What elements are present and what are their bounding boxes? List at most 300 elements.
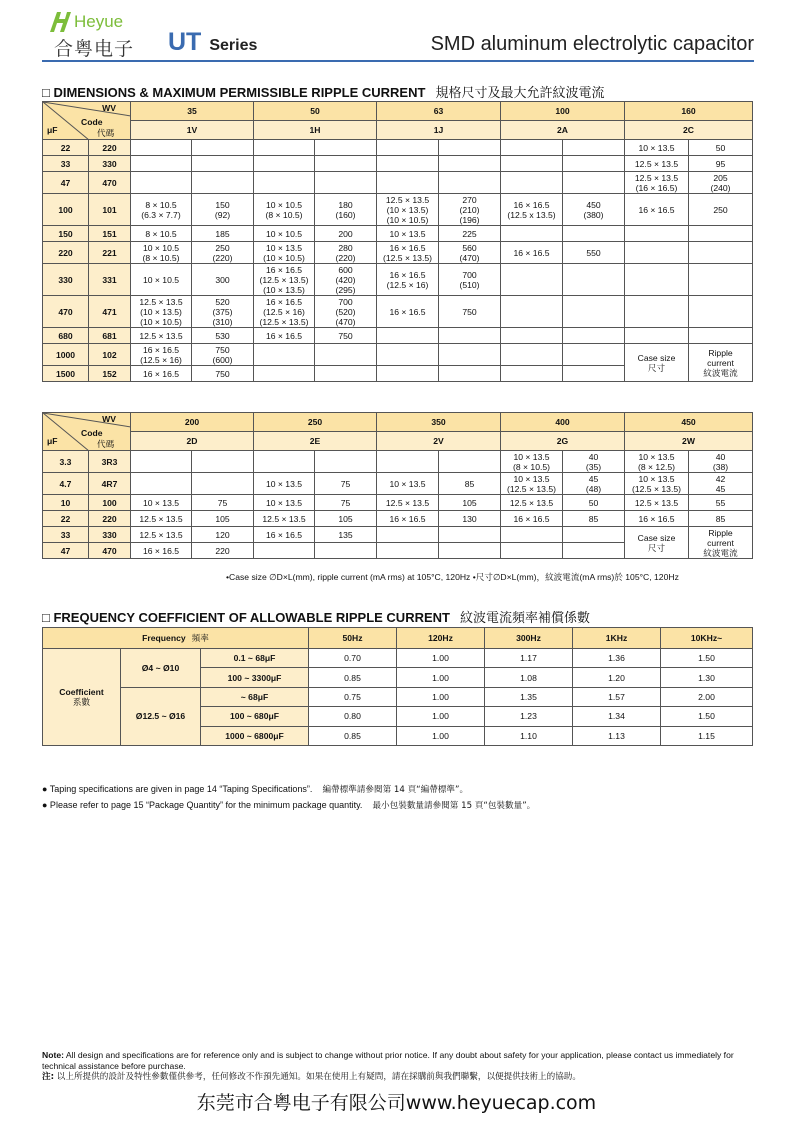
ripple-cell bbox=[192, 473, 254, 495]
code-cell: 152 bbox=[89, 366, 131, 382]
ripple-cell: 105 bbox=[192, 511, 254, 527]
size-cell: 16 × 16.5 bbox=[254, 328, 315, 344]
ripple-cell: 150 (92) bbox=[192, 194, 254, 226]
section-title-dimensions bbox=[42, 82, 604, 101]
code-header-cell: 1H bbox=[254, 121, 377, 140]
code-header-cell: 2W bbox=[625, 432, 753, 451]
capacitance-cell: 680 bbox=[43, 328, 89, 344]
ripple-cell: 750 bbox=[192, 366, 254, 382]
note-label-cn: 注: bbox=[42, 1072, 55, 1082]
size-cell bbox=[377, 156, 439, 172]
ripple-cell bbox=[315, 344, 377, 366]
capacitance-cell: 1000 bbox=[43, 344, 89, 366]
frequency-header-cell: 1KHz bbox=[573, 628, 661, 649]
size-cell: 12.5 × 13.5 bbox=[254, 511, 315, 527]
code-cell: 221 bbox=[89, 242, 131, 264]
ripple-cell: 600 (420) (295) bbox=[315, 264, 377, 296]
capacitance-range-cell: 100 ~ 3300μF bbox=[201, 668, 309, 687]
size-cell bbox=[254, 140, 315, 156]
ripple-cell: 750 bbox=[439, 296, 501, 328]
logo-h-icon bbox=[48, 10, 74, 34]
code-cell: 330 bbox=[89, 156, 131, 172]
size-cell bbox=[501, 344, 563, 366]
size-cell: 16 × 16.5 (12.5 × 13.5) bbox=[377, 242, 439, 264]
code-header-cell: 2G bbox=[501, 432, 625, 451]
ripple-cell: 550 bbox=[563, 242, 625, 264]
ripple-cell: 520 (375) (310) bbox=[192, 296, 254, 328]
table-row bbox=[43, 140, 753, 156]
section-title-cn: 規格尺寸及最大允許紋波電流 bbox=[435, 86, 605, 101]
size-cell bbox=[501, 264, 563, 296]
ripple-cell bbox=[689, 242, 753, 264]
ripple-cell: 75 bbox=[315, 473, 377, 495]
wv-header-cell: 100 bbox=[501, 102, 625, 121]
ripple-cell bbox=[439, 172, 501, 194]
corner-code-label: Code bbox=[81, 428, 103, 438]
ripple-cell: 120 bbox=[192, 527, 254, 543]
code-cell: 331 bbox=[89, 264, 131, 296]
ripple-cell: 105 bbox=[315, 511, 377, 527]
table-row bbox=[43, 226, 753, 242]
series-label bbox=[168, 28, 257, 57]
wv-header-cell: 250 bbox=[254, 413, 377, 432]
ripple-cell: 530 bbox=[192, 328, 254, 344]
ripple-cell bbox=[689, 226, 753, 242]
legend-ripple-current bbox=[689, 344, 753, 382]
corner-code-cn-label: 代碼 bbox=[97, 128, 115, 138]
size-cell: 12.5 × 13.5 (16 × 16.5) bbox=[625, 172, 689, 194]
bullet-taping bbox=[42, 783, 468, 795]
capacitance-cell: 10 bbox=[43, 495, 89, 511]
size-cell: 16 × 16.5 (12.5 × 16) bbox=[131, 344, 192, 366]
code-header-cell: 1J bbox=[377, 121, 501, 140]
frequency-header-cell: 300Hz bbox=[485, 628, 573, 649]
size-cell: 10 × 13.5 bbox=[254, 495, 315, 511]
ripple-cell bbox=[563, 264, 625, 296]
ripple-cell: 450 (380) bbox=[563, 194, 625, 226]
wv-header-cell: 35 bbox=[131, 102, 254, 121]
size-cell: 16 × 16.5 bbox=[131, 543, 192, 559]
size-cell: 16 × 16.5 bbox=[501, 242, 563, 264]
size-cell: 16 × 16.5 bbox=[625, 511, 689, 527]
coefficient-value-cell: 1.00 bbox=[397, 726, 485, 745]
size-cell bbox=[254, 451, 315, 473]
capacitance-cell: 22 bbox=[43, 511, 89, 527]
table-row bbox=[43, 527, 753, 543]
frequency-coefficient-table bbox=[42, 627, 753, 746]
ripple-cell: 50 bbox=[689, 140, 753, 156]
wv-header-cell: 63 bbox=[377, 102, 501, 121]
code-cell: 3R3 bbox=[89, 451, 131, 473]
ripple-cell: 105 bbox=[439, 495, 501, 511]
ripple-cell: 750 (600) bbox=[192, 344, 254, 366]
corner-wv-label: WV bbox=[102, 414, 116, 424]
ripple-cell bbox=[439, 156, 501, 172]
ripple-cell: 50 bbox=[563, 495, 625, 511]
code-header-cell: 2A bbox=[501, 121, 625, 140]
size-cell: 10 × 13.5 (10 × 10.5) bbox=[254, 242, 315, 264]
size-cell bbox=[501, 296, 563, 328]
ripple-cell bbox=[192, 172, 254, 194]
size-cell: 16 × 16.5 bbox=[377, 296, 439, 328]
case-size-group: Ø4 ~ Ø10 bbox=[121, 649, 201, 688]
coefficient-value-cell: 0.85 bbox=[309, 726, 397, 745]
size-cell: 10 × 10.5 (8 × 10.5) bbox=[131, 242, 192, 264]
code-cell: 220 bbox=[89, 511, 131, 527]
ripple-cell bbox=[563, 140, 625, 156]
table-row bbox=[43, 473, 753, 495]
ripple-cell bbox=[439, 328, 501, 344]
code-header-cell: 2C bbox=[625, 121, 753, 140]
code-cell: 100 bbox=[89, 495, 131, 511]
ripple-cell bbox=[315, 140, 377, 156]
size-cell: 8 × 10.5 bbox=[131, 226, 192, 242]
coefficient-value-cell: 1.34 bbox=[573, 707, 661, 726]
size-cell bbox=[625, 264, 689, 296]
ripple-cell bbox=[563, 344, 625, 366]
section-title-frequency bbox=[42, 607, 590, 626]
ripple-cell: 180 (160) bbox=[315, 194, 377, 226]
ripple-cell bbox=[315, 156, 377, 172]
size-cell bbox=[131, 451, 192, 473]
header-row-code bbox=[43, 121, 753, 140]
disclaimer-note bbox=[42, 1050, 754, 1083]
legend-case-cn: 尺寸 bbox=[647, 362, 666, 373]
coefficient-value-cell: 0.85 bbox=[309, 668, 397, 687]
wv-header-cell: 200 bbox=[131, 413, 254, 432]
capacitance-cell: 4.7 bbox=[43, 473, 89, 495]
coefficient-label bbox=[43, 649, 121, 746]
ripple-cell bbox=[689, 328, 753, 344]
capacitance-cell: 100 bbox=[43, 194, 89, 226]
coefficient-value-cell: 1.10 bbox=[485, 726, 573, 745]
coefficient-label-en: Coefficient bbox=[59, 686, 104, 697]
table-row bbox=[43, 344, 753, 366]
table-row bbox=[43, 172, 753, 194]
brand-logo bbox=[48, 10, 158, 60]
series-code: UT bbox=[168, 28, 202, 56]
capacitance-cell: 33 bbox=[43, 527, 89, 543]
disclaimer-en bbox=[42, 1050, 754, 1072]
code-cell: 151 bbox=[89, 226, 131, 242]
ripple-cell bbox=[689, 264, 753, 296]
ripple-cell bbox=[439, 366, 501, 382]
ripple-cell bbox=[563, 226, 625, 242]
corner-wv-label: WV bbox=[102, 103, 116, 113]
ripple-cell bbox=[563, 156, 625, 172]
size-cell: 12.5 × 13.5 bbox=[501, 495, 563, 511]
product-title: SMD aluminum electrolytic capacitor bbox=[430, 33, 754, 55]
capacitance-cell: 150 bbox=[43, 226, 89, 242]
size-cell: 12.5 × 13.5 (10 × 13.5) (10 × 10.5) bbox=[131, 296, 192, 328]
legend-case-en: Case size bbox=[637, 352, 676, 363]
ripple-cell: 85 bbox=[563, 511, 625, 527]
capacitance-cell: 33 bbox=[43, 156, 89, 172]
legend-ripple-cn: 紋波電流 bbox=[703, 367, 738, 378]
page-header bbox=[42, 8, 754, 58]
size-cell: 16 × 16.5 (12.5 x 13.5) bbox=[501, 194, 563, 226]
wv-header-cell: 350 bbox=[377, 413, 501, 432]
ripple-cell bbox=[315, 172, 377, 194]
table-footnote: •Case size ∅D×L(mm), ripple current (mA rms) at 105°C, 120Hz •尺寸∅D×L(mm)，紋波電流(mA rms)於 105°C, 120Hz bbox=[226, 572, 679, 582]
section-title-cn: 紋波電流頻率補償係數 bbox=[459, 611, 590, 626]
ripple-cell: 220 bbox=[192, 543, 254, 559]
ripple-cell bbox=[563, 543, 625, 559]
size-cell: 16 × 16.5 bbox=[625, 194, 689, 226]
size-cell bbox=[625, 328, 689, 344]
table-corner bbox=[43, 413, 131, 451]
size-cell bbox=[625, 296, 689, 328]
size-cell: 10 × 10.5 bbox=[254, 226, 315, 242]
ripple-cell bbox=[563, 366, 625, 382]
ripple-cell: 42 45 bbox=[689, 473, 753, 495]
coefficient-value-cell: 1.00 bbox=[397, 668, 485, 687]
ripple-cell: 250 bbox=[689, 194, 753, 226]
coefficient-value-cell: 1.57 bbox=[573, 687, 661, 706]
frequency-label-cn: 頻率 bbox=[191, 633, 209, 643]
size-cell: 16 × 16.5 (12.5 × 13.5) (10 × 13.5) bbox=[254, 264, 315, 296]
header-row-code bbox=[43, 432, 753, 451]
size-cell: 16 × 16.5 bbox=[377, 511, 439, 527]
header-row-wv bbox=[43, 102, 753, 121]
coefficient-value-cell: 1.36 bbox=[573, 649, 661, 668]
table-row bbox=[43, 296, 753, 328]
corner-code-cn-label: 代碼 bbox=[97, 439, 115, 449]
size-cell bbox=[254, 366, 315, 382]
size-cell: 10 × 10.5 bbox=[131, 264, 192, 296]
size-cell bbox=[377, 451, 439, 473]
code-cell: 220 bbox=[89, 140, 131, 156]
ripple-table-high-voltage bbox=[42, 412, 753, 559]
code-cell: 681 bbox=[89, 328, 131, 344]
bullet-package-cn: 最小包裝數量請參閱第 15 頁“包裝數量”。 bbox=[372, 801, 536, 811]
size-cell: 16 × 16.5 (12.5 × 16) (12.5 × 13.5) bbox=[254, 296, 315, 328]
capacitance-cell: 330 bbox=[43, 264, 89, 296]
ripple-cell bbox=[192, 156, 254, 172]
bullet-package-en: ● Please refer to page 15 “Package Quantity” for the minimum package quantity. bbox=[42, 800, 363, 810]
code-cell: 470 bbox=[89, 543, 131, 559]
code-header-cell: 1V bbox=[131, 121, 254, 140]
size-cell: 12.5 × 13.5 bbox=[625, 156, 689, 172]
ripple-cell: 700 (520) (470) bbox=[315, 296, 377, 328]
ripple-cell: 560 (470) bbox=[439, 242, 501, 264]
capacitance-cell: 220 bbox=[43, 242, 89, 264]
capacitance-range-cell: 1000 ~ 6800μF bbox=[201, 726, 309, 745]
table-row bbox=[43, 194, 753, 226]
coefficient-value-cell: 0.75 bbox=[309, 687, 397, 706]
frequency-header-label bbox=[43, 628, 309, 649]
header-rule bbox=[42, 60, 754, 62]
table-row bbox=[43, 156, 753, 172]
ripple-cell: 40 (38) bbox=[689, 451, 753, 473]
size-cell bbox=[254, 156, 315, 172]
size-cell bbox=[131, 140, 192, 156]
coefficient-value-cell: 1.00 bbox=[397, 649, 485, 668]
section-title-en: □ FREQUENCY COEFFICIENT OF ALLOWABLE RIPPLE CURRENT bbox=[42, 610, 450, 625]
wv-header-cell: 400 bbox=[501, 413, 625, 432]
coefficient-value-cell: 0.70 bbox=[309, 649, 397, 668]
size-cell bbox=[131, 172, 192, 194]
size-cell bbox=[131, 473, 192, 495]
size-cell bbox=[501, 172, 563, 194]
size-cell bbox=[377, 366, 439, 382]
ripple-cell: 85 bbox=[439, 473, 501, 495]
size-cell bbox=[254, 172, 315, 194]
coefficient-value-cell: 1.17 bbox=[485, 649, 573, 668]
brand-name-en: Heyue bbox=[74, 12, 124, 31]
size-cell bbox=[501, 156, 563, 172]
size-cell: 10 × 13.5 (8 × 12.5) bbox=[625, 451, 689, 473]
ripple-cell: 205 (240) bbox=[689, 172, 753, 194]
code-cell: 330 bbox=[89, 527, 131, 543]
table-row bbox=[43, 242, 753, 264]
ripple-cell: 250 (220) bbox=[192, 242, 254, 264]
frequency-header-cell: 120Hz bbox=[397, 628, 485, 649]
size-cell: 12.5 × 13.5 bbox=[131, 527, 192, 543]
capacitance-cell: 3.3 bbox=[43, 451, 89, 473]
ripple-cell bbox=[563, 527, 625, 543]
size-cell: 12.5 × 13.5 bbox=[131, 511, 192, 527]
ripple-cell bbox=[315, 543, 377, 559]
ripple-cell bbox=[192, 451, 254, 473]
size-cell bbox=[501, 366, 563, 382]
wv-header-cell: 160 bbox=[625, 102, 753, 121]
note-label: Note: bbox=[42, 1050, 64, 1060]
table-row bbox=[43, 495, 753, 511]
ripple-cell: 185 bbox=[192, 226, 254, 242]
size-cell bbox=[501, 543, 563, 559]
table-row bbox=[43, 264, 753, 296]
corner-uf-label: μF bbox=[47, 436, 58, 446]
size-cell: 8 × 10.5 (6.3 × 7.7) bbox=[131, 194, 192, 226]
size-cell bbox=[377, 172, 439, 194]
size-cell: 10 × 13.5 bbox=[377, 473, 439, 495]
size-cell bbox=[501, 226, 563, 242]
frequency-header-cell: 50Hz bbox=[309, 628, 397, 649]
capacitance-cell: 22 bbox=[43, 140, 89, 156]
case-size-group: Ø12.5 ~ Ø16 bbox=[121, 687, 201, 745]
size-cell: 10 × 13.5 (12.5 × 13.5) bbox=[501, 473, 563, 495]
ripple-cell: 200 bbox=[315, 226, 377, 242]
frequency-row bbox=[43, 687, 753, 706]
size-cell: 10 × 13.5 (8 × 10.5) bbox=[501, 451, 563, 473]
ripple-cell bbox=[439, 344, 501, 366]
coefficient-value-cell: 1.15 bbox=[661, 726, 753, 745]
ripple-cell: 280 (220) bbox=[315, 242, 377, 264]
legend-case-size bbox=[625, 527, 689, 559]
ripple-cell: 700 (510) bbox=[439, 264, 501, 296]
size-cell bbox=[377, 140, 439, 156]
legend-case-cn: 尺寸 bbox=[647, 542, 666, 553]
coefficient-value-cell: 1.00 bbox=[397, 707, 485, 726]
ripple-cell bbox=[315, 366, 377, 382]
coefficient-value-cell: 1.50 bbox=[661, 707, 753, 726]
ripple-cell: 300 bbox=[192, 264, 254, 296]
corner-uf-label: μF bbox=[47, 125, 58, 135]
legend-case-en: Case size bbox=[637, 532, 676, 543]
ripple-cell bbox=[563, 172, 625, 194]
size-cell bbox=[254, 543, 315, 559]
ripple-cell: 75 bbox=[192, 495, 254, 511]
coefficient-value-cell: 1.00 bbox=[397, 687, 485, 706]
size-cell: 16 × 16.5 (12.5 × 16) bbox=[377, 264, 439, 296]
ripple-cell: 270 (210) (196) bbox=[439, 194, 501, 226]
ripple-cell bbox=[563, 296, 625, 328]
ripple-cell: 45 (48) bbox=[563, 473, 625, 495]
corner-code-label: Code bbox=[81, 117, 103, 127]
coefficient-value-cell: 1.35 bbox=[485, 687, 573, 706]
code-cell: 471 bbox=[89, 296, 131, 328]
coefficient-value-cell: 0.80 bbox=[309, 707, 397, 726]
ripple-cell bbox=[439, 543, 501, 559]
ripple-cell bbox=[439, 140, 501, 156]
size-cell bbox=[501, 328, 563, 344]
table-corner bbox=[43, 102, 131, 140]
ripple-cell: 40 (35) bbox=[563, 451, 625, 473]
disclaimer-cn bbox=[42, 1072, 754, 1083]
coefficient-value-cell: 1.13 bbox=[573, 726, 661, 745]
legend-case-size bbox=[625, 344, 689, 382]
size-cell bbox=[625, 226, 689, 242]
table-row bbox=[43, 328, 753, 344]
size-cell bbox=[377, 344, 439, 366]
size-cell: 12.5 × 13.5 bbox=[131, 328, 192, 344]
capacitance-cell: 470 bbox=[43, 296, 89, 328]
size-cell: 10 × 13.5 bbox=[625, 140, 689, 156]
frequency-row bbox=[43, 649, 753, 668]
bullet-taping-cn: 編帶標準請參閱第 14 頁“編帶標準”。 bbox=[322, 785, 469, 795]
frequency-header-row bbox=[43, 628, 753, 649]
capacitance-range-cell: 0.1 ~ 68μF bbox=[201, 649, 309, 668]
wv-header-cell: 450 bbox=[625, 413, 753, 432]
coefficient-value-cell: 1.08 bbox=[485, 668, 573, 687]
code-header-cell: 2V bbox=[377, 432, 501, 451]
ripple-cell: 750 bbox=[315, 328, 377, 344]
code-cell: 4R7 bbox=[89, 473, 131, 495]
ripple-cell: 225 bbox=[439, 226, 501, 242]
ripple-cell bbox=[315, 451, 377, 473]
ripple-cell bbox=[439, 451, 501, 473]
coefficient-value-cell: 2.00 bbox=[661, 687, 753, 706]
size-cell: 12.5 × 13.5 (10 × 13.5) (10 × 10.5) bbox=[377, 194, 439, 226]
coefficient-value-cell: 1.50 bbox=[661, 649, 753, 668]
capacitance-cell: 47 bbox=[43, 543, 89, 559]
size-cell: 16 × 16.5 bbox=[131, 366, 192, 382]
ripple-cell: 75 bbox=[315, 495, 377, 511]
header-row-wv bbox=[43, 413, 753, 432]
size-cell bbox=[625, 242, 689, 264]
code-cell: 102 bbox=[89, 344, 131, 366]
bullet-package bbox=[42, 799, 535, 811]
code-header-cell: 2E bbox=[254, 432, 377, 451]
footer-company: 东莞市合粤电子有限公司www.heyuecap.com bbox=[196, 1092, 597, 1114]
legend-ripple-en: Ripple current bbox=[707, 527, 734, 548]
capacitance-cell: 1500 bbox=[43, 366, 89, 382]
ripple-cell bbox=[563, 328, 625, 344]
coefficient-value-cell: 1.23 bbox=[485, 707, 573, 726]
ripple-cell: 95 bbox=[689, 156, 753, 172]
code-cell: 470 bbox=[89, 172, 131, 194]
ripple-cell: 130 bbox=[439, 511, 501, 527]
legend-ripple-current bbox=[689, 527, 753, 559]
legend-ripple-en: Ripple current bbox=[707, 347, 734, 368]
size-cell bbox=[377, 527, 439, 543]
capacitance-range-cell: ~ 68μF bbox=[201, 687, 309, 706]
ripple-cell bbox=[689, 296, 753, 328]
code-header-cell: 2D bbox=[131, 432, 254, 451]
size-cell: 12.5 × 13.5 bbox=[625, 495, 689, 511]
brand-name-cn: 合粤电子 bbox=[54, 38, 135, 60]
